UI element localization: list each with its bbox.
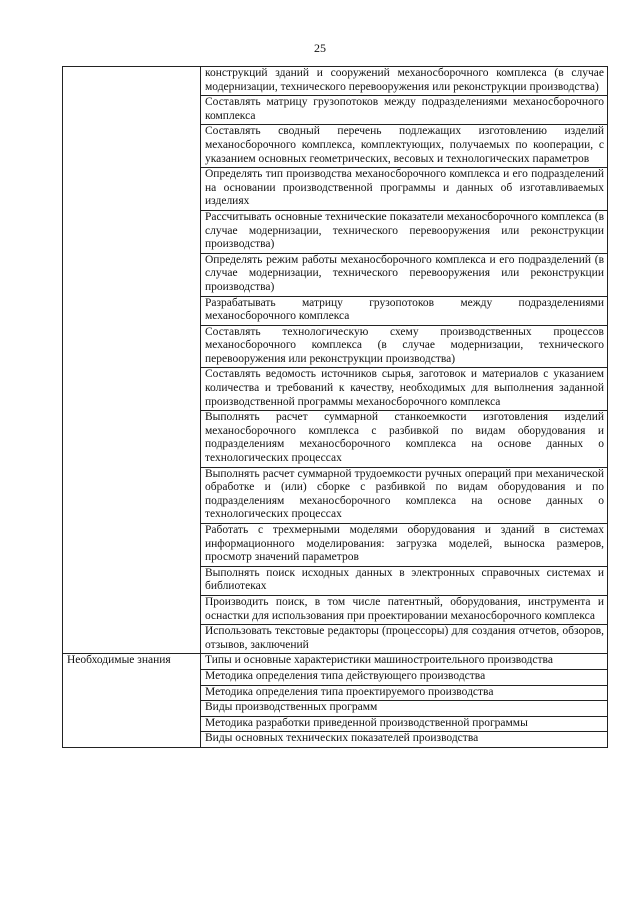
knowledge-item: Методика определения типа проектируемого производства	[201, 685, 608, 701]
skills-label-cell	[63, 67, 201, 654]
skill-item: Составлять ведомость источников сырья, заготовок и материалов с указанием количества и требований к качеству, необходимых для выполнения заданной производственной программы механосборочного комплекса	[201, 368, 608, 411]
knowledge-item: Методика разработки приведенной производственной программы	[201, 716, 608, 732]
skill-item: Разрабатывать матрицу грузопотоков между подразделениями механосборочного комплекса	[201, 296, 608, 325]
skill-item: Использовать текстовые редакторы (процессоры) для создания отчетов, обзоров, отзывов, заключений	[201, 625, 608, 654]
skill-item: Выполнять расчет суммарной трудоемкости ручных операций при механической обработке и (или) сборке с разбивкой по видам оборудования и по подразделениям механосборочного комплекса на основе данных о технологических процессах	[201, 467, 608, 523]
knowledge-label: Необходимые знания	[63, 654, 201, 748]
skill-item: Составлять сводный перечень подлежащих изготовлению изделий механосборочного комплекса, комплектующих, получаемых по кооперации, с указанием основных геометрических, весовых и технологических параметров	[201, 125, 608, 168]
knowledge-item: Виды производственных программ	[201, 701, 608, 717]
skill-item: конструкций зданий и сооружений механосборочного комплекса (в случае модернизации, технического перевооружения или реконструкции производства)	[201, 67, 608, 96]
skill-item: Определять тип производства механосборочного комплекса и его подразделений на основании производственной программы и данных об изготавливаемых изделиях	[201, 168, 608, 211]
table-row	[63, 67, 608, 96]
skill-item: Определять режим работы механосборочного комплекса и его подразделений (в случае модернизации, технического перевооружения или реконструкции производства)	[201, 253, 608, 296]
knowledge-item: Виды основных технических показателей производства	[201, 732, 608, 748]
skill-item: Составлять матрицу грузопотоков между подразделениями механосборочного комплекса	[201, 96, 608, 125]
page-number: 25	[314, 41, 326, 55]
knowledge-item: Методика определения типа действующего производства	[201, 669, 608, 685]
skill-item: Работать с трехмерными моделями оборудования и зданий в системах информационного моделирования: загрузка моделей, выноска размеров, просмотр значений параметров	[201, 524, 608, 567]
skill-item: Рассчитывать основные технические показатели механосборочного комплекса (в случае модернизации, технического перевооружения или реконструкции производства)	[201, 210, 608, 253]
skill-item: Выполнять расчет суммарной станкоемкости изготовления изделий механосборочного комплекса с разбивкой по видам оборудования и подразделениям механосборочного комплекса на основе данных о технологических процессах	[201, 411, 608, 467]
table-row	[63, 654, 608, 670]
skill-item: Составлять технологическую схему производственных процессов механосборочного комплекса (в случае модернизации, технического перевооружения или реконструкции производства)	[201, 325, 608, 368]
requirements-table	[62, 66, 608, 748]
skill-item: Производить поиск, в том числе патентный, оборудования, инструмента и оснастки для использования при проектировании механосборочного комплекса	[201, 595, 608, 624]
knowledge-item: Типы и основные характеристики машиностроительного производства	[201, 654, 608, 670]
skill-item: Выполнять поиск исходных данных в электронных справочных системах и библиотеках	[201, 566, 608, 595]
